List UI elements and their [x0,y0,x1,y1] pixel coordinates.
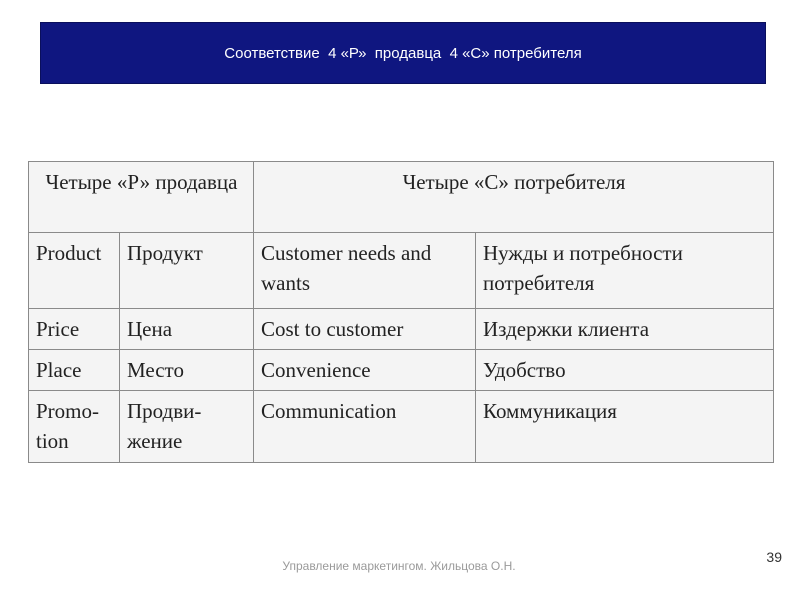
table-row [29,350,774,391]
slide-footer: Управление маркетингом. Жильцова О.Н. [282,559,516,573]
cell-c-ru: Издержки клиента [476,309,774,350]
cell-c-en: Cost to customer [254,309,476,350]
cell-c-en: Communication [254,391,476,463]
cell-c-en: Customer needs and wants [254,233,476,309]
cell-c-en: Convenience [254,350,476,391]
cell-c-ru: Удобство [476,350,774,391]
cell-c-ru: Коммуникация [476,391,774,463]
cell-p-ru: Продукт [120,233,254,309]
comparison-table [28,161,774,463]
cell-p-ru: Продви-жение [120,391,254,463]
header-seller-4p: Четыре «Р» продавца [29,162,254,233]
cell-p-ru: Место [120,350,254,391]
cell-p-ru: Цена [120,309,254,350]
table-header-row [29,162,774,233]
table-row [29,233,774,309]
cell-p-en: Product [29,233,120,309]
table-row [29,309,774,350]
header-consumer-4c: Четыре «С» потребителя [254,162,774,233]
cell-p-en: Price [29,309,120,350]
cell-p-en: Promo-tion [29,391,120,463]
slide-title: Соответствие 4 «Р» продавца 4 «С» потребителя [224,44,582,62]
title-bar [40,22,766,84]
table-row [29,391,774,463]
page-number: 39 [766,549,782,565]
cell-p-en: Place [29,350,120,391]
cell-c-ru: Нужды и потребности потребителя [476,233,774,309]
